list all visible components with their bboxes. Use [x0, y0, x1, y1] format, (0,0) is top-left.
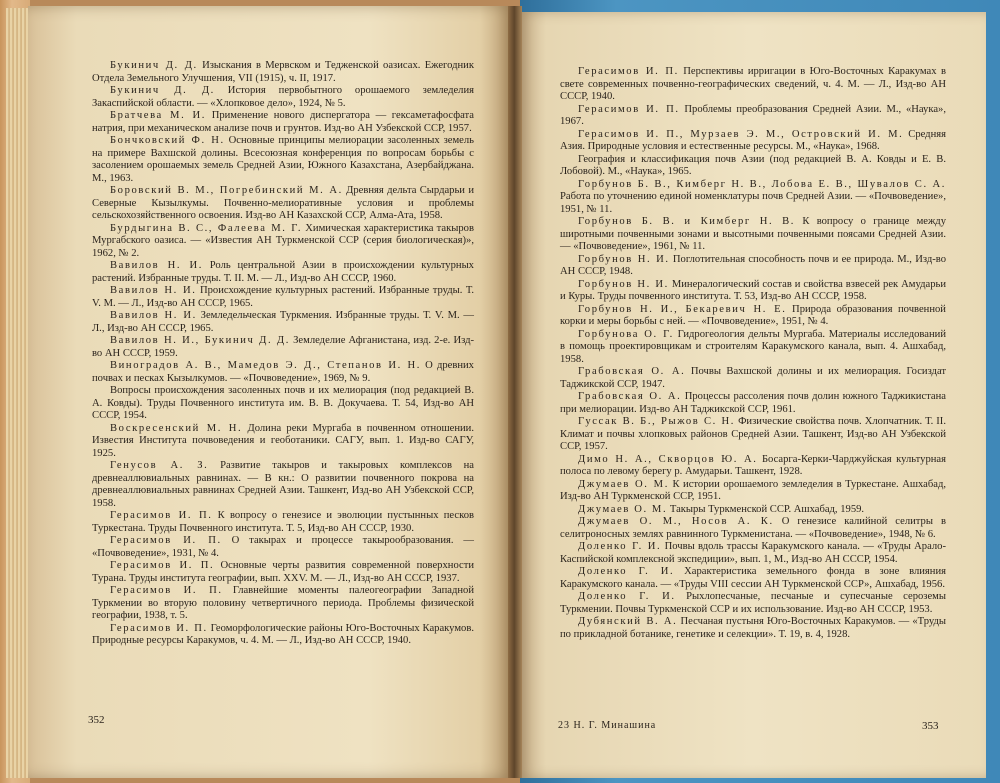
- entry-author: Герасимов И. П.: [110, 560, 215, 571]
- bibliography-entry: [560, 479, 946, 504]
- entry-author: Вавилов Н. И.: [110, 260, 203, 271]
- entry-author: Доленко Г. И.: [578, 541, 662, 552]
- bibliography-entry: [560, 591, 946, 616]
- entry-author: Боровский В. М., Погребинский М. А.: [110, 185, 343, 196]
- entry-author: Герасимов И. П.: [578, 103, 680, 115]
- entry-author: Воскресенский М. Н.: [110, 422, 243, 434]
- bibliography-entry: [560, 104, 946, 129]
- entry-text: Почвы Вахшской долины и их мелиорация. Госиздат Таджикской ССР, 1947.: [560, 366, 947, 390]
- entry-text: Рыхлопесчаные, песчаные и супесчаные сероземы Туркмении. Почвы Туркменской ССР и их использование. Изд-во АН СССР, 1953.: [560, 591, 947, 615]
- entry-text: О генезисе калийной селитры в селитроносных землях равнинного Туркменистана. — «Почвоведение», 1948, № 6.: [560, 516, 946, 540]
- bibliography-entry: [92, 385, 474, 423]
- bibliography-entry: [560, 66, 946, 104]
- entry-text: Применение нового диспергатора — гексаметафосфата натрия, при механическом анализе почв и грунтов. Изд-во АН Узбекской ССР, 1957.: [92, 110, 474, 134]
- entry-text: Главнейшие моменты палеогеографии Западной Туркмении во вторую половину четвертичного периода. Проблемы физической географии, 1938, т. 5.: [92, 585, 474, 621]
- entry-text: Происхождение культурных растений. Избранные труды. Т. V. М. — Л., Изд-во АН СССР, 1965.: [92, 285, 474, 309]
- entry-author: Горбунов Б. В. и Кимберг Н. В.: [578, 216, 796, 227]
- entry-text: Основные принципы мелиорации засоленных земель на примере Вахшской долины. Всесоюзная конференция по вопросам борьбы с засолением орошаемых земель Средней Азии, Южного Казахстана, Азербайджана. М., 1963.: [92, 135, 474, 184]
- entry-text: Почвы вдоль трассы Каракумского канала. — «Труды Арало-Каспийской комплексной экспедиции», вып. 1, М., Изд-во АН СССР, 1954.: [560, 541, 946, 565]
- right-page-bibliography: [560, 66, 946, 641]
- bibliography-entry: [560, 454, 946, 479]
- entry-author: Джумаев О. М.: [578, 478, 669, 490]
- bibliography-entry: [92, 185, 474, 223]
- bibliography-entry: [92, 423, 474, 461]
- entry-text: Природа образования почвенной корки и меры борьбы с ней. — «Почвоведение», 1951, № 4.: [560, 303, 946, 327]
- entry-text: К вопросу о генезисе и эволюции пустынных песков Туркестана. Труды Почвенного института. Т. 5, Изд-во АН СССР, 1930.: [92, 510, 474, 534]
- entry-author: Горбунов Б. В., Кимберг Н. В., Лобова Е. В., Шувалов С. А.: [578, 178, 946, 190]
- entry-author: Грабовская О. А.: [578, 391, 682, 402]
- bibliography-entry: [560, 279, 946, 304]
- entry-author: Гуссак В. Б., Рыжов С. Н.: [578, 416, 736, 427]
- entry-text: Характеристика земельного фонда в зоне влияния Каракумского канала. — «Труды VIII сессии АН Туркменской ССР», Ашхабад, 1956.: [560, 566, 947, 590]
- bibliography-entry: [92, 535, 474, 560]
- entry-author: Горбунова О. Г.: [578, 328, 674, 340]
- entry-text: Босарга-Керки-Чарджуйская культурная полоса по левому берегу р. Амударьи. Ташкент, 1928.: [560, 453, 946, 477]
- entry-author: Герасимов И. П.: [110, 622, 208, 634]
- book-gutter: [508, 6, 522, 778]
- entry-text: Химическая характеристика такыров Мургабского оазиса. — «Известия АН Туркменской ССР (серия биологическая)», 1962, № 2.: [92, 222, 474, 259]
- bibliography-entry: [560, 154, 946, 179]
- entry-author: Герасимов И. П., Мурзаев Э. М., Островский И. М.: [578, 128, 904, 140]
- bibliography-entry: [92, 285, 474, 310]
- entry-author: Джумаев О. М., Носов А. К.: [578, 516, 774, 527]
- entry-author: Букинич Д. Д.: [110, 60, 198, 71]
- bibliography-entry: [92, 110, 474, 135]
- bibliography-entry: [560, 504, 946, 517]
- bibliography-entry: [560, 366, 946, 391]
- bibliography-entry: [92, 360, 474, 385]
- bibliography-entry: [560, 566, 946, 591]
- entry-text: Гидрогеология дельты Мургаба. Материалы исследований в помощь проектировщикам и строителям Каракумского канала, вып. 4. Ашхабад, 1958.: [560, 328, 946, 365]
- entry-author: Доленко Г. И.: [578, 591, 676, 602]
- entry-author: Виноградов А. В., Мамедов Э. Д., Степанов И. Н.: [110, 360, 422, 371]
- bibliography-entry: [92, 260, 474, 285]
- entry-text: Изыскания в Мервском и Тедженской оазисах. Ежегодник Отдела Земельного Улучшения, VII (1915), ч. II, 1917.: [92, 60, 474, 84]
- bibliography-entry: [560, 416, 946, 454]
- entry-author: Горбунов Н. И.: [578, 278, 669, 290]
- entry-text: Роль центральной Азии в происхождении культурных растений. Избранные труды. Т. II. М. — Л., Изд-во АН СССР, 1960.: [92, 260, 474, 284]
- entry-author: Герасимов И. П.: [110, 585, 223, 596]
- entry-text: Проблемы преобразования Средней Азии. М., «Наука», 1967.: [560, 103, 946, 127]
- bibliography-entry: [92, 335, 474, 360]
- entry-author: Братчева М. И.: [110, 110, 207, 121]
- entry-author: Герасимов И. П.: [110, 510, 213, 521]
- bibliography-entry: [560, 304, 946, 329]
- bibliography-entry: [92, 223, 474, 261]
- bibliography-entry: [92, 510, 474, 535]
- entry-author: Герасимов И. П.: [578, 66, 679, 77]
- entry-author: Дубянский В. А.: [578, 616, 678, 627]
- bibliography-entry: [92, 60, 474, 85]
- entry-author: Вавилов Н. И.: [110, 310, 197, 321]
- entry-text: О древних почвах и песках Кызылкумов. — «Почвоведение», 1969, № 9.: [92, 360, 474, 384]
- entry-text: Минералогический состав и свойства взвесей рек Амударьи и Куры. Труды почвенного института. Т. 53, Изд-во АН СССР, 1958.: [560, 278, 946, 302]
- entry-text: О такырах и процессе такырообразования. — «Почвоведение», 1931, № 4.: [92, 535, 474, 559]
- bibliography-entry: [560, 179, 946, 217]
- bibliography-entry: [560, 616, 946, 641]
- entry-author: Джумаев О. М.: [578, 503, 668, 515]
- bibliography-entry: [92, 623, 474, 648]
- entry-text: Основные черты развития современной поверхности Турана. Труды института географии, вып. XXV. М. — Л., Изд-во АН СССР, 1937.: [92, 560, 475, 584]
- bibliography-entry: [560, 254, 946, 279]
- bibliography-entry: [560, 516, 946, 541]
- bibliography-entry: [92, 85, 474, 110]
- entry-author: Доленко Г. И.: [578, 566, 675, 577]
- entry-text: Такыры Туркменской ССР. Ашхабад, 1959.: [667, 503, 865, 515]
- bibliography-entry: [560, 541, 946, 566]
- entry-author: Генусов А. З.: [110, 460, 209, 471]
- left-page-number: 352: [88, 714, 105, 726]
- entry-author: Горбунов Н. И.: [578, 253, 670, 265]
- entry-text: К истории орошаемого земледелия в Туркестане. Ашхабад, Изд-во АН Туркменской ССР, 1951.: [560, 478, 946, 502]
- bibliography-entry: [560, 216, 946, 254]
- bibliography-entry: [92, 460, 474, 510]
- entry-text: Физические свойства почв. Хлопчатник. Т. II. Климат и почвы хлопковых районов Средней Азии. Ташкент, Изд-во АН Узбекской ССР, 1957.: [560, 416, 946, 452]
- bibliography-entry: [560, 391, 946, 416]
- entry-text: Работа по уточнению единой номенклатуры почв Средней Азии. — «Почвоведение», 1951, № 11.: [560, 191, 946, 215]
- entry-text: Земледелие Афганистана, изд. 2-е. Изд-во АН СССР, 1959.: [92, 335, 474, 359]
- entry-text: К вопросу о границе между широтными почвенными зонами и высотными почвенными поясами Средней Азии. — «Почвоведение», 1961, № 11.: [560, 216, 946, 252]
- entry-text: Процессы рассоления почв долин южного Таджикистана при мелиорации. Изд-во АН Таджикской ССР, 1961.: [560, 391, 947, 415]
- left-page-bibliography: [92, 60, 474, 648]
- entry-text: Древняя дельта Сырдарьи и Северные Кызылкумы. Почвенно-мелиоративные условия и проблемы сельскохозяйственного освоения. Изд-во АН Казахской ССР, Алма-Ата, 1958.: [92, 185, 474, 221]
- entry-author: Бурдыгина В. С., Фалеева М. Г.: [110, 222, 303, 234]
- bibliography-entry: [560, 329, 946, 367]
- entry-text: Долина реки Мургаба в почвенном отношении. Известия Института почвоведения и геоботаники. САГУ, вып. 1. Изд-во САГУ, 1925.: [92, 422, 475, 459]
- entry-author: Герасимов И. П.: [110, 535, 222, 546]
- bibliography-entry: [560, 129, 946, 154]
- entry-author: Грабовская О. А.: [578, 366, 686, 377]
- entry-author: Букинич Д. Д.: [110, 85, 215, 96]
- entry-text: Земледельческая Туркмения. Избранные труды. Т. V. М. — Л., Изд-во АН СССР, 1965.: [92, 310, 474, 334]
- entry-text: Средняя Азия. Природные условия и естественные ресурсы. М., «Наука», 1968.: [560, 128, 946, 152]
- entry-author: Вавилов Н. И.: [110, 285, 197, 296]
- bibliography-entry: [92, 585, 474, 623]
- entry-text: Перспективы ирригации в Юго-Восточных Каракумах в свете современных почвенно-географических сведений, ч. 4. М. — Л., Изд-во АН СССР, 1940.: [560, 66, 946, 102]
- entry-text: Вопросы происхождения засоленных почв и их мелиорация (под редакцией В. А. Ковды). Труды Почвенного института им. В. В. Докучаева. Т. 54, Изд-во АН СССР, 1954.: [92, 385, 474, 421]
- entry-author: Димо Н. А., Скворцов Ю. А.: [578, 453, 758, 465]
- bibliography-entry: [92, 560, 474, 585]
- entry-text: История первобытного орошаемого земледелия Закаспийской области. — «Хлопковое дело», 1924, № 5.: [92, 85, 474, 109]
- entry-text: Песчаная пустыня Юго-Восточных Каракумов. — «Труды по прикладной ботанике, генетике и селекции». Т. 19, в. 4, 1928.: [560, 616, 946, 640]
- entry-author: Бончковский Ф. Н.: [110, 135, 225, 146]
- bibliography-entry: [92, 135, 474, 185]
- bibliography-entry: [92, 310, 474, 335]
- entry-text: Геоморфологические районы Юго-Восточных Каракумов. Природные ресурсы Каракумов, ч. 4. М. — Л., Изд-во АН СССР, 1940.: [92, 622, 474, 646]
- printer-signature: 23 Н. Г. Минашина: [558, 720, 657, 731]
- entry-author: Вавилов Н. И., Букинич Д. Д.: [110, 335, 290, 346]
- entry-text: Поглотительная способность почв и ее природа. М., Изд-во АН СССР, 1948.: [560, 253, 946, 277]
- entry-text: Развитие такыров и такыровых комплексов на древнеаллювиальных равнинах. — В кн.: О развитии почвенного покрова на древнеаллювиальных равнинах Средней Азии. Ташкент, Изд-во АН Узбекской ССР, 1958.: [92, 460, 474, 509]
- entry-author: Горбунов Н. И., Бекаревич Н. Е.: [578, 303, 787, 315]
- entry-text: География и классификация почв Азии (под редакцией В. А. Ковды и Е. В. Лобовой). М., «Наука», 1965.: [560, 153, 946, 177]
- right-page-number: 353: [922, 720, 939, 732]
